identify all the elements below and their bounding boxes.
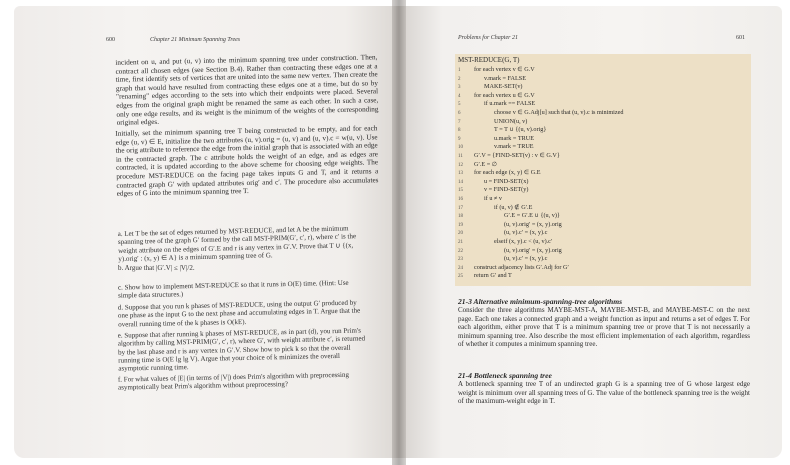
algo-line-25 xyxy=(458,272,512,280)
algo-line-text: v.mark = TRUE xyxy=(494,143,534,151)
algo-line-3 xyxy=(458,83,523,91)
algo-line-text: (u, v).c′ = (x, y).c xyxy=(504,229,548,237)
problem-21-4-title: 21-4 Bottleneck spanning tree xyxy=(458,371,552,380)
algo-line-text: (u, v).c′ = (x, y).c xyxy=(504,255,548,263)
right-running-head: Problems for Chapter 21 xyxy=(458,35,518,41)
algo-line-text: return G′ and T xyxy=(474,272,512,280)
algo-line-23 xyxy=(458,255,547,263)
algo-line-number: 15 xyxy=(458,188,463,194)
algo-line-number: 9 xyxy=(458,136,461,142)
algo-line-text: if u.mark == FALSE xyxy=(484,100,536,108)
algo-line-text: construct adjacency lists G′.Adj for G′ xyxy=(474,263,569,271)
algo-line-number: 4 xyxy=(458,93,461,99)
algo-line-12 xyxy=(458,161,497,169)
problem-21-4-body: A bottleneck spanning tree T of an undirected graph G is a spanning tree of G whose largest edge weight is minimum over all spanning trees of G. The value of the bottleneck spanning tree is the weight of the maximum-weight edge in T. xyxy=(458,380,750,406)
algo-line-10 xyxy=(458,143,534,151)
algo-line-number: 14 xyxy=(458,179,463,185)
algo-line-number: 8 xyxy=(458,128,461,134)
problem-21-3-body: Consider the three algorithms MAYBE-MST-A, MAYBE-MST-B, and MAYBE-MST-C on the next page. Each one takes a connected graph and a weight function as input and returns a set of edges T. For each algorithm, either prove that T is a minimum spanning tree or prove that T is not necessarily a minimum spanning tree. Also describe the most efficient implementation of each algorithm, regardless of whether it computes a minimum spanning tree. xyxy=(458,306,750,349)
algo-line-15 xyxy=(458,186,528,194)
algo-line-number: 21 xyxy=(458,240,463,245)
algo-line-text: choose v ∈ G.Adj[u] such that (u, v).c is minimized xyxy=(494,109,624,116)
problem-part-f: f. For what values of |E| (in terms of |V|) does Prim's algorithm with preprocessing asymptotically beat Prim's algorithm without preprocessing? xyxy=(117,370,350,392)
left-page-number: 600 xyxy=(106,37,115,43)
algo-line-number: 2 xyxy=(458,76,461,82)
problem-21-3-title: 21-3 Alternative minimum-spanning-tree algorithms xyxy=(458,297,623,306)
algo-line-text: v = FIND-SET(y) xyxy=(484,186,529,194)
book-gutter xyxy=(392,0,406,465)
algo-line-text: if (u, v) ∉ G′.E xyxy=(494,203,533,211)
algo-line-17 xyxy=(458,204,532,212)
algo-line-5 xyxy=(458,100,535,108)
algo-line-number: 1 xyxy=(458,68,461,73)
problem-part-c: c. Show how to implement MST-REDUCE so that it runs in O(E) time. (Hint: Use simple data structures.) xyxy=(117,278,349,300)
algo-line-number: 23 xyxy=(458,257,463,263)
algo-line-number: 16 xyxy=(458,197,463,202)
algo-line-1 xyxy=(458,66,535,74)
algo-line-text: u = FIND-SET(x) xyxy=(484,177,529,185)
algo-line-number: 20 xyxy=(458,231,463,237)
algo-line-20 xyxy=(458,229,547,237)
problem-part-b: b. Argue that |G′.V| ≤ |V|/2. xyxy=(118,264,195,272)
algo-line-18 xyxy=(458,212,560,220)
algo-line-number: 19 xyxy=(458,222,463,228)
problem-part-a: a. Let T be the set of edges returned by MST-REDUCE, and let A be the minimum spanning tree of the graph G′ formed by the call MST-PRIM(G′, c′, r), where c′ is the weight attribute on the edges of G′.E and r is any vertex in G′.V. Prove that T ∪ {(x, y).orig′ : (x, y) ∈ A} is a minimum spanning tree of G. xyxy=(117,224,357,263)
algo-line-number: 3 xyxy=(458,85,461,91)
algo-line-6 xyxy=(458,109,623,117)
algo-line-text: for each vertex u ∈ G.V xyxy=(474,91,535,99)
algo-line-number: 18 xyxy=(458,214,463,220)
algo-line-text: G′.E = G′.E ∪ {(u, v)} xyxy=(504,212,560,220)
algo-line-text: if u ≠ v xyxy=(484,195,503,202)
left-intro-paragraph: incident on u, and put (u, v) into the minimum spanning tree under construction. Then, contract all chosen edges (see Section B.4). Rather than contracting these edges one at a time, first identify sets of vertices that are united into the same new vertex. Then create the graph that would have resulted from contracting these edges one at a time, but do so by "renaming" edges according to the sets into which their endpoints were placed. Several edges from the original graph might be renamed the same as each other. In such a case, only one edge results, and its weight is the minimum of the weights of the corresponding original edges. xyxy=(115,53,379,127)
algo-line-text: for each edge (x, y) ∈ G.E xyxy=(474,169,541,177)
algo-line-text: v.mark = FALSE xyxy=(484,74,526,82)
algo-line-4 xyxy=(458,92,535,100)
algo-line-2 xyxy=(458,75,526,83)
algo-line-21 xyxy=(458,238,552,246)
algo-line-9 xyxy=(458,135,534,143)
left-para2: Initially, set the minimum spanning tree T being constructed to be empty, and for each edge (u, v) ∈ E, initialize the two attributes (u, v).orig = (u, v) and (u, v).c = w(u, v). Use the orig attribute to reference the edge from the initial graph that is associated with an edge in the contracted graph. The c attribute holds the weight of an edge, and as edges are contracted, it is updated according to the above scheme for choosing edge weights. The procedure MST-REDUCE on the facing page takes inputs G and T, and it returns a contracted graph G′ with updated attributes orig′ and c′. The procedure also accumulates edges of G into the minimum spanning tree T. xyxy=(115,124,379,198)
algo-line-22 xyxy=(458,247,562,255)
left-running-head: Chapter 21 Minimum Spanning Trees xyxy=(150,37,241,43)
algo-title: MST-REDUCE(G, T) xyxy=(458,56,520,64)
algo-line-13 xyxy=(458,169,541,177)
algo-line-number: 17 xyxy=(458,205,463,211)
algo-line-text: elseif (x, y).c < (u, v).c′ xyxy=(494,238,553,245)
problem-part-e: e. Suppose that after running k phases of MST-REDUCE, as in part (d), you run Prim's algorithm by calling MST-PRIM(G′, c′, r), where G′, with weight attribute c′, is returned by the last phase and r is any vertex in G′.V. Show how to pick k so that the overall running time is O(E lg lg V). Argue that your choice of k minimizes the overall asymptotic running time. xyxy=(117,326,366,373)
algo-line-number: 24 xyxy=(458,265,463,271)
right-page-number: 601 xyxy=(736,35,745,41)
algo-line-text: for each vertex v ∈ G.V xyxy=(474,66,535,73)
algo-line-text: (u, v).orig′ = (x, y).orig xyxy=(504,220,562,228)
algo-line-text: MAKE-SET(v) xyxy=(484,83,523,91)
algo-line-14 xyxy=(458,178,528,186)
algo-line-number: 22 xyxy=(458,248,463,254)
algo-line-number: 11 xyxy=(458,154,463,159)
algo-line-text: (u, v).orig′ = (x, y).orig xyxy=(504,246,562,254)
algo-line-text: UNION(u, v) xyxy=(494,117,528,125)
algo-line-number: 12 xyxy=(458,162,463,168)
algo-line-19 xyxy=(458,221,562,229)
algo-line-8 xyxy=(458,126,546,134)
algo-line-24 xyxy=(458,264,569,272)
algo-line-text: u.mark = TRUE xyxy=(494,134,534,142)
algo-line-number: 25 xyxy=(458,274,463,280)
algo-line-number: 13 xyxy=(458,171,463,177)
algo-line-11 xyxy=(458,152,560,160)
algo-line-number: 5 xyxy=(458,102,461,108)
algo-line-text: G′.V = {FIND-SET(v) : v ∈ G.V} xyxy=(474,152,560,159)
algo-line-text: G′.E = ∅ xyxy=(474,160,498,168)
algo-line-number: 10 xyxy=(458,145,463,151)
algo-line-number: 6 xyxy=(458,111,461,116)
algo-line-text: T = T ∪ {(u, v).orig} xyxy=(494,126,547,134)
algo-line-number: 7 xyxy=(458,119,461,125)
algo-line-16 xyxy=(458,195,502,203)
algo-line-7 xyxy=(458,118,527,126)
problem-part-d: d. Suppose that you run k phases of MST-REDUCE, using the output G′ produced by one phase as the input G to the next phase and accumulating edges in T. Argue that the overall running time of the k phases is O(kE). xyxy=(117,298,361,329)
